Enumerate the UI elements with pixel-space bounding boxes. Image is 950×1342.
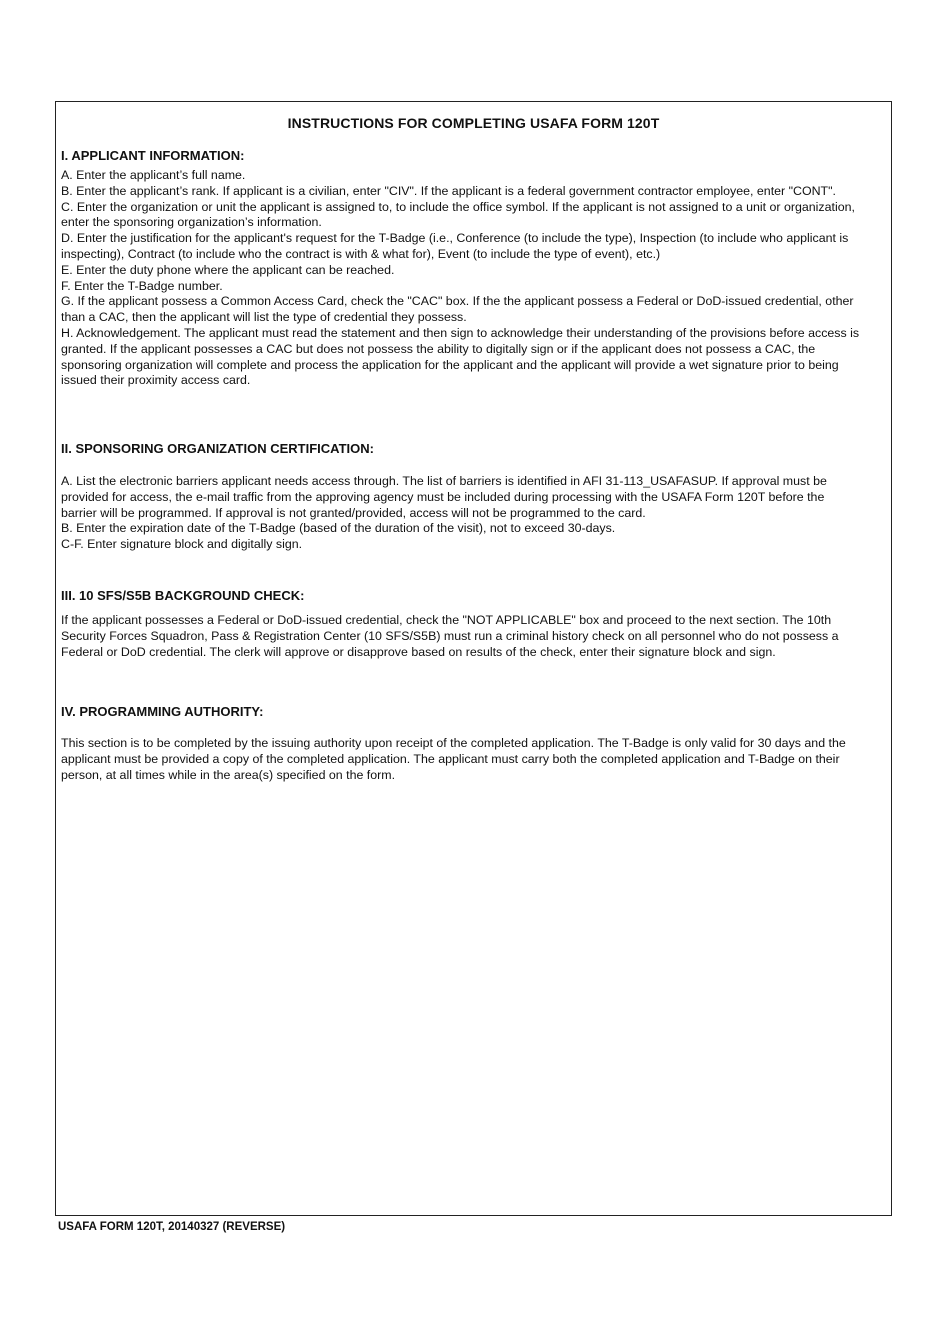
instruction-b: B. Enter the expiration date of the T-Badge (based of the duration of the visit), not to exceed 30-days. [61, 521, 616, 536]
instruction-g: G. If the applicant possess a Common Access Card, check the "CAC" box. If the the applicant possess a Federal or DoD-issued credential, other than a CAC, then the applicant will list the type of credential they possess. [61, 294, 854, 325]
instruction-a: A. Enter the applicant’s full name. [61, 168, 246, 182]
form-footer: USAFA FORM 120T, 20140327 (REVERSE) [58, 1221, 286, 1233]
instruction-h: H. Acknowledgement. The applicant must read the statement and then sign to acknowledge their understanding of the provisions before access is granted. If the applicant possesses a CAC but does not possess the ability to digitally sign or if the applicant does not possess a CAC, the sponsoring organization will complete and process the application for the applicant and the applicant will provide a wet signature prior to being issued their proximity access card. [61, 325, 860, 388]
section-sponsoring-organization [61, 441, 861, 553]
form-frame [55, 101, 892, 1216]
instruction-c: C. Enter the organization or unit the applicant is assigned to, to include the office symbol. If the applicant is not assigned to a unit or organization, enter the sponsoring organization’s information. [61, 199, 855, 230]
section-body [61, 474, 861, 553]
section-body [61, 168, 861, 389]
section-background-check [61, 588, 861, 660]
background-check-text: If the applicant possesses a Federal or DoD-issued credential, check the "NOT APPLICABLE" box and proceed to the next section. The 10th Security Forces Squadron, Pass & Registration Center (10 SFS/S5B) must run a criminal history check on all personnel who do not possess a Federal or DoD credential. The clerk will approve or disapprove based on results of the check, enter their signature block and sign. [61, 613, 839, 659]
section-heading: IV. PROGRAMMING AUTHORITY: [61, 704, 264, 719]
instruction-c-f: C-F. Enter signature block and digitally sign. [61, 537, 303, 552]
instruction-f: F. Enter the T-Badge number. [61, 278, 223, 293]
section-programming-authority [61, 704, 861, 783]
section-body [61, 613, 861, 660]
section-applicant-information [61, 148, 861, 389]
section-heading: III. 10 SFS/S5B BACKGROUND CHECK: [61, 588, 305, 603]
section-heading: I. APPLICANT INFORMATION: [61, 148, 245, 163]
instruction-e: E. Enter the duty phone where the applicant can be reached. [61, 262, 395, 277]
programming-authority-text: This section is to be completed by the issuing authority upon receipt of the completed application. The T-Badge is only valid for 30 days and the applicant must be provided a copy of the completed application. The applicant must carry both the completed application and T-Badge on their person, at all times while in the area(s) specified on the form. [61, 736, 846, 782]
section-body [61, 736, 861, 783]
section-heading: II. SPONSORING ORGANIZATION CERTIFICATION: [61, 441, 374, 456]
instruction-b: B. Enter the applicant’s rank. If applicant is a civilian, enter "CIV". If the applicant is a federal government contractor employee, enter "CONT". [61, 183, 836, 198]
instruction-d: D. Enter the justification for the applicant's request for the T-Badge (i.e., Conference (to include the type), Inspection (to include who applicant is inspecting), Contract (to include who the contract is with & what for), Event (to include the type of event), etc.) [61, 231, 849, 261]
instruction-a: A. List the electronic barriers applicant needs access through. The list of barriers is identified in AFI 31-113_USAFASUP. If approval must be provided for access, the e-mail traffic from the approving agency must be included during processing with the USAFA Form 120T before the barrier will be programmed. If approval is not granted/provided, access will not be programmed to the card. [61, 474, 827, 520]
form-title: INSTRUCTIONS FOR COMPLETING USAFA FORM 120T [287, 115, 660, 131]
